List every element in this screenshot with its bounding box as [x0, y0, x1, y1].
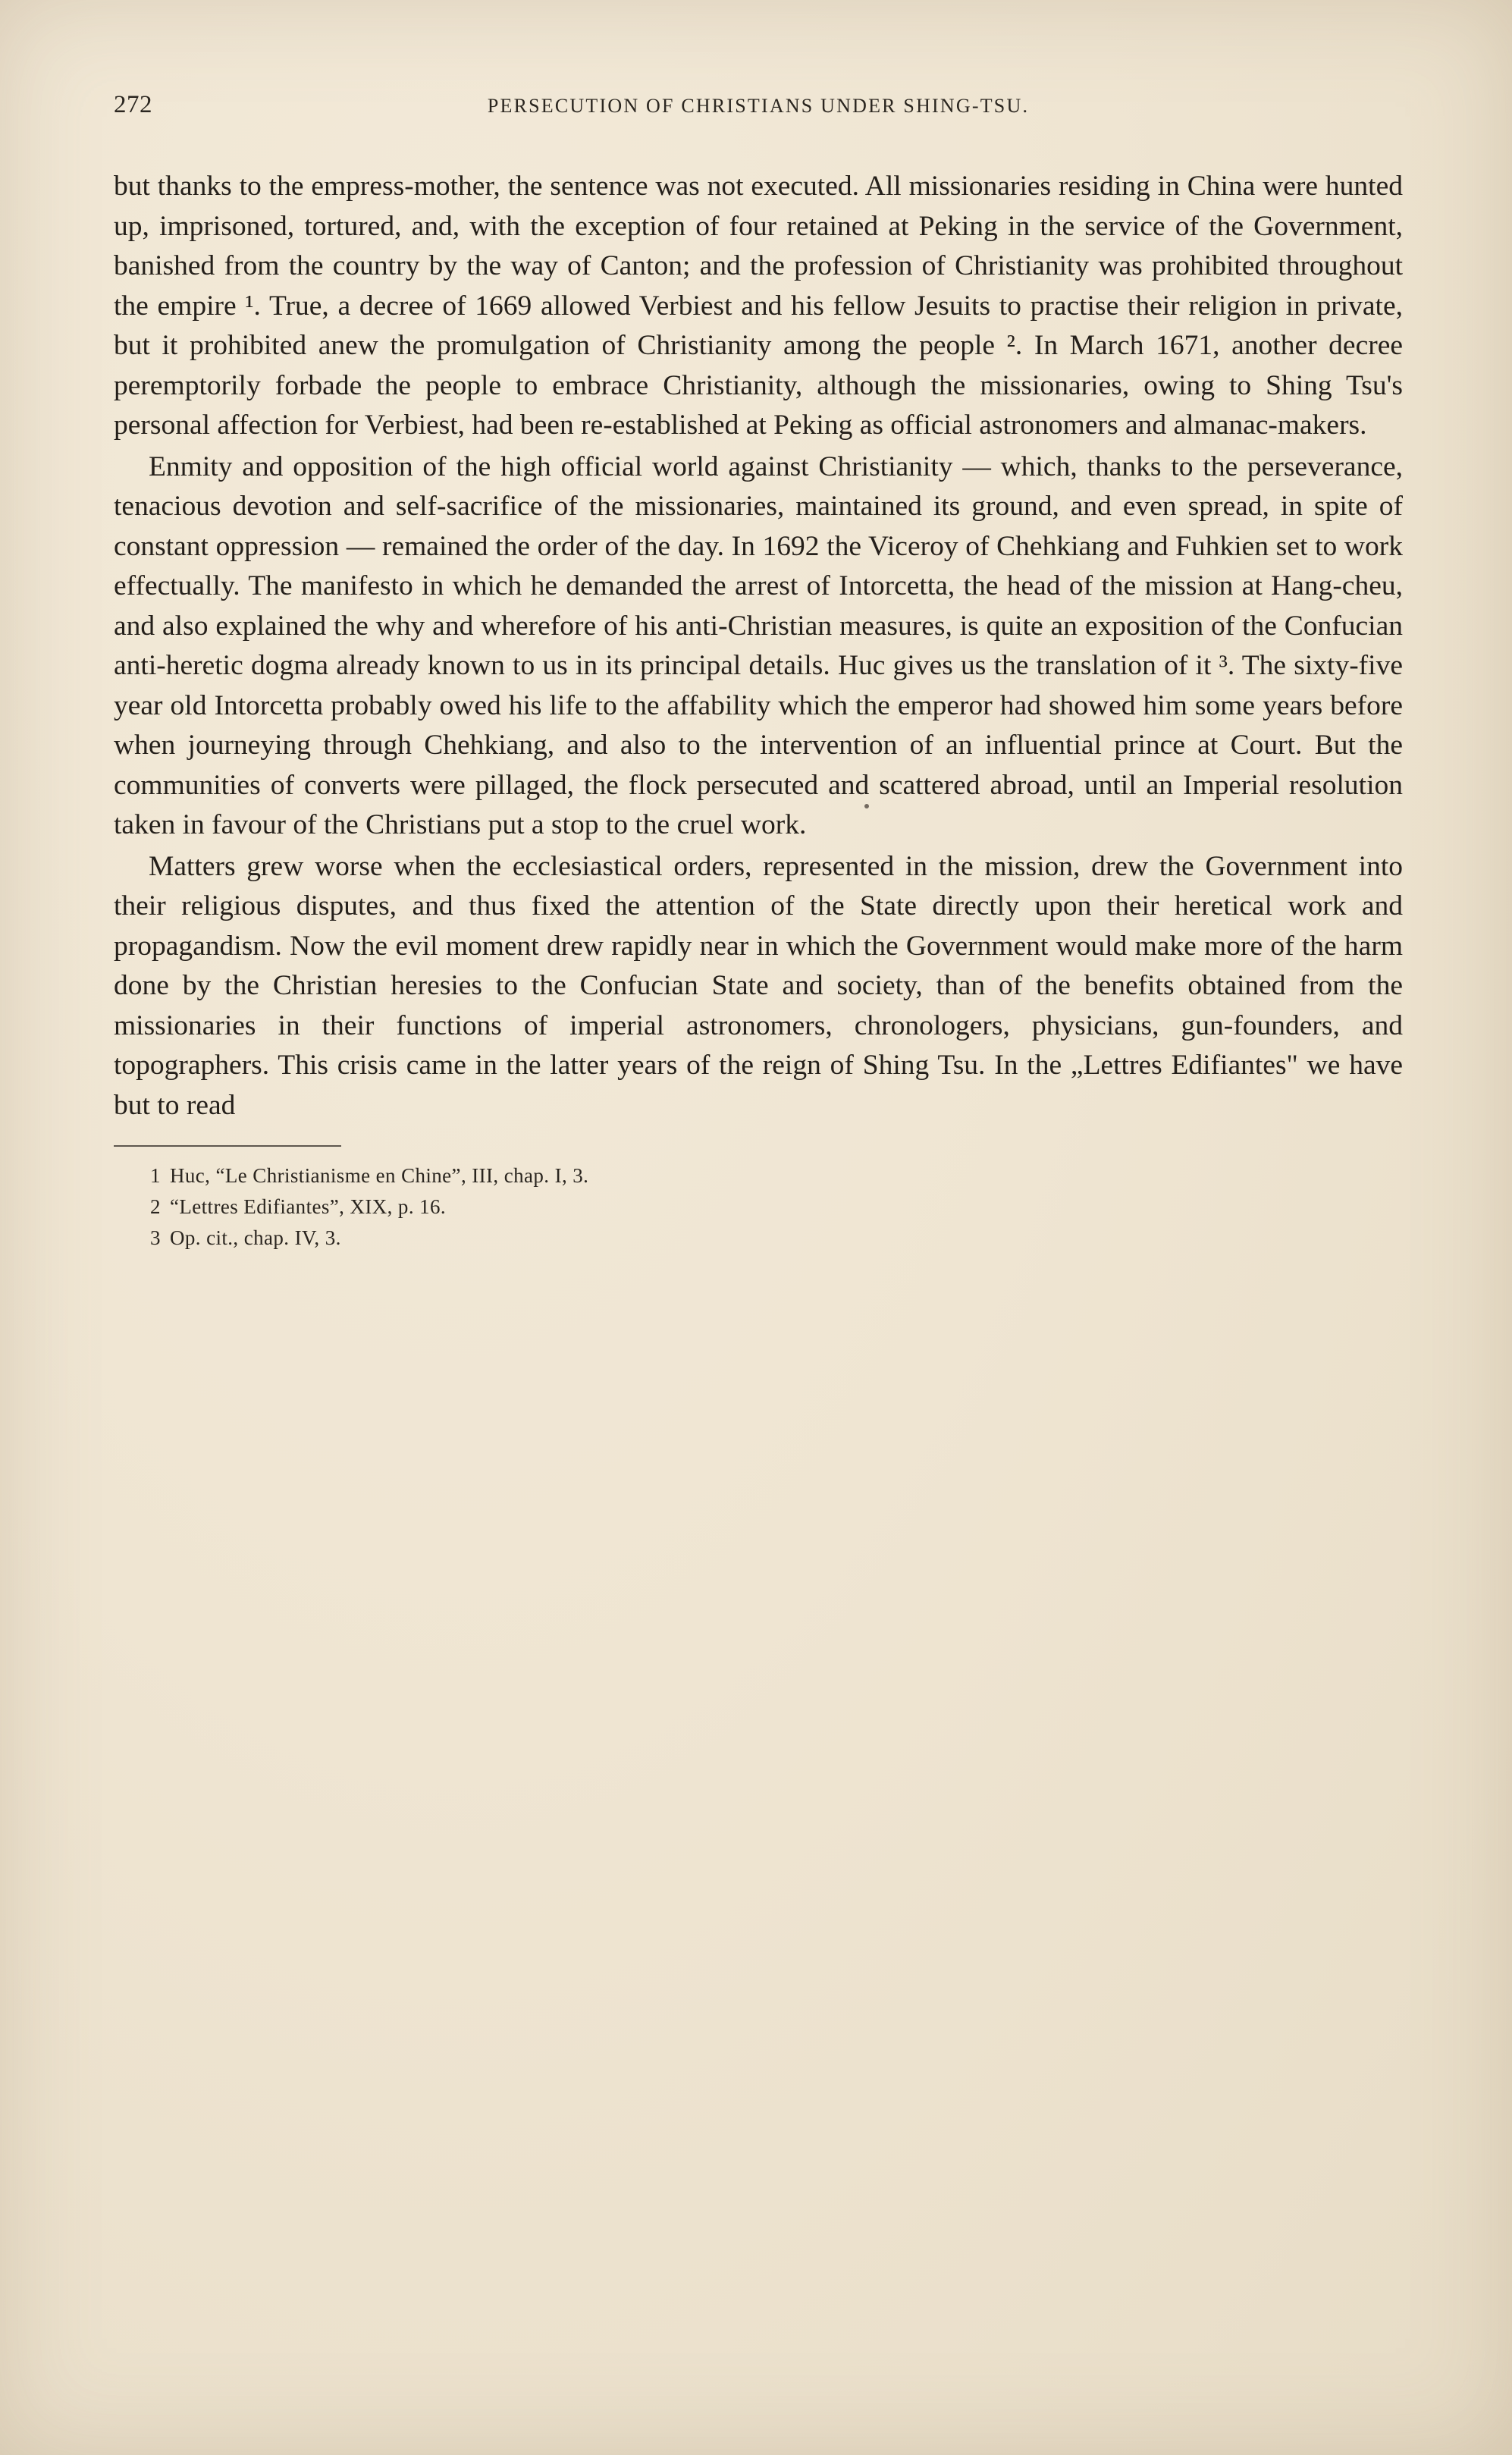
footnote-text: “Lettres Edifiantes”, XIX, p. 16. [170, 1195, 447, 1219]
page-header [114, 91, 1403, 137]
footnote-separator [114, 1145, 341, 1147]
footnote-number: 1 [150, 1164, 161, 1187]
running-head: PERSECUTION OF CHRISTIANS UNDER SHING-TSU. [487, 95, 1030, 117]
footnote-text: Huc, “Le Christianisme en Chine”, III, chap. I, 3. [170, 1164, 589, 1187]
footnote-item [114, 1191, 1403, 1223]
footnote-item [114, 1223, 1403, 1254]
ink-speck [864, 804, 869, 808]
paragraph-3: Matters grew worse when the ecclesiastical orders, represented in the mission, drew the Government into their religious disputes, and thus fixed the attention of the State directly upon their heretical work and propagandism. Now the evil moment drew rapidly near in which the Government would make more of the harm done by the Christian heresies to the Confucian State and society, than of the benefits obtained from the missionaries in their functions of imperial astronomers, chronologers, physicians, gun-founders, and topographers. This crisis came in the latter years of the reign of Shing Tsu. In the „Lettres Edifiantes" we have but to read [114, 850, 1403, 1121]
footnote-number: 3 [150, 1226, 161, 1250]
body-text [114, 167, 1403, 1125]
page-number: 272 [114, 91, 152, 118]
footnote-number: 2 [150, 1195, 161, 1219]
paragraph-2: Enmity and opposition of the high official world against Christianity — which, thanks to the perseverance, tenacious devotion and self-sacrifice of the missionaries, maintained its ground, and even spread, in spite of constant oppression — remained the order of the day. In 1692 the Viceroy of Chehkiang and Fuhkien set to work effectually. The manifesto in which he demanded the arrest of Intorcetta, the head of the mission at Hang-cheu, and also explained the why and wherefore of his anti-Christian measures, is quite an exposition of the Confucian anti-heretic dogma already known to us in its principal details. Huc gives us the translation of it ³. The sixty-five year old Intorcetta probably owed his life to the affability which the emperor had showed him some years before when journeying through Chehkiang, and also to the intervention of an influential prince at Court. But the communities of converts were pillaged, the flock persecuted and scattered abroad, until an Imperial resolution taken in favour of the Christians put a stop to the cruel work. [114, 451, 1403, 840]
footnote-item [114, 1160, 1403, 1191]
paragraph-1: but thanks to the empress-mother, the sentence was not executed. All missionaries residing in China were hunted up, imprisoned, tortured, and, with the exception of four retained at Peking in the service of the Government, banished from the country by the way of Canton; and the profession of Christianity was prohibited throughout the empire ¹. True, a decree of 1669 allowed Verbiest and his fellow Jesuits to practise their religion in private, but it prohibited anew the promulgation of Christianity among the people ². In March 1671, another decree peremptorily forbade the people to embrace Christianity, although the missionaries, owing to Shing Tsu's personal affection for Verbiest, had been re-established at Peking as official astronomers and almanac-makers. [114, 171, 1403, 441]
footnote-text: Op. cit., chap. IV, 3. [170, 1226, 341, 1250]
page-content [114, 91, 1403, 1254]
footnotes [114, 1160, 1403, 1254]
